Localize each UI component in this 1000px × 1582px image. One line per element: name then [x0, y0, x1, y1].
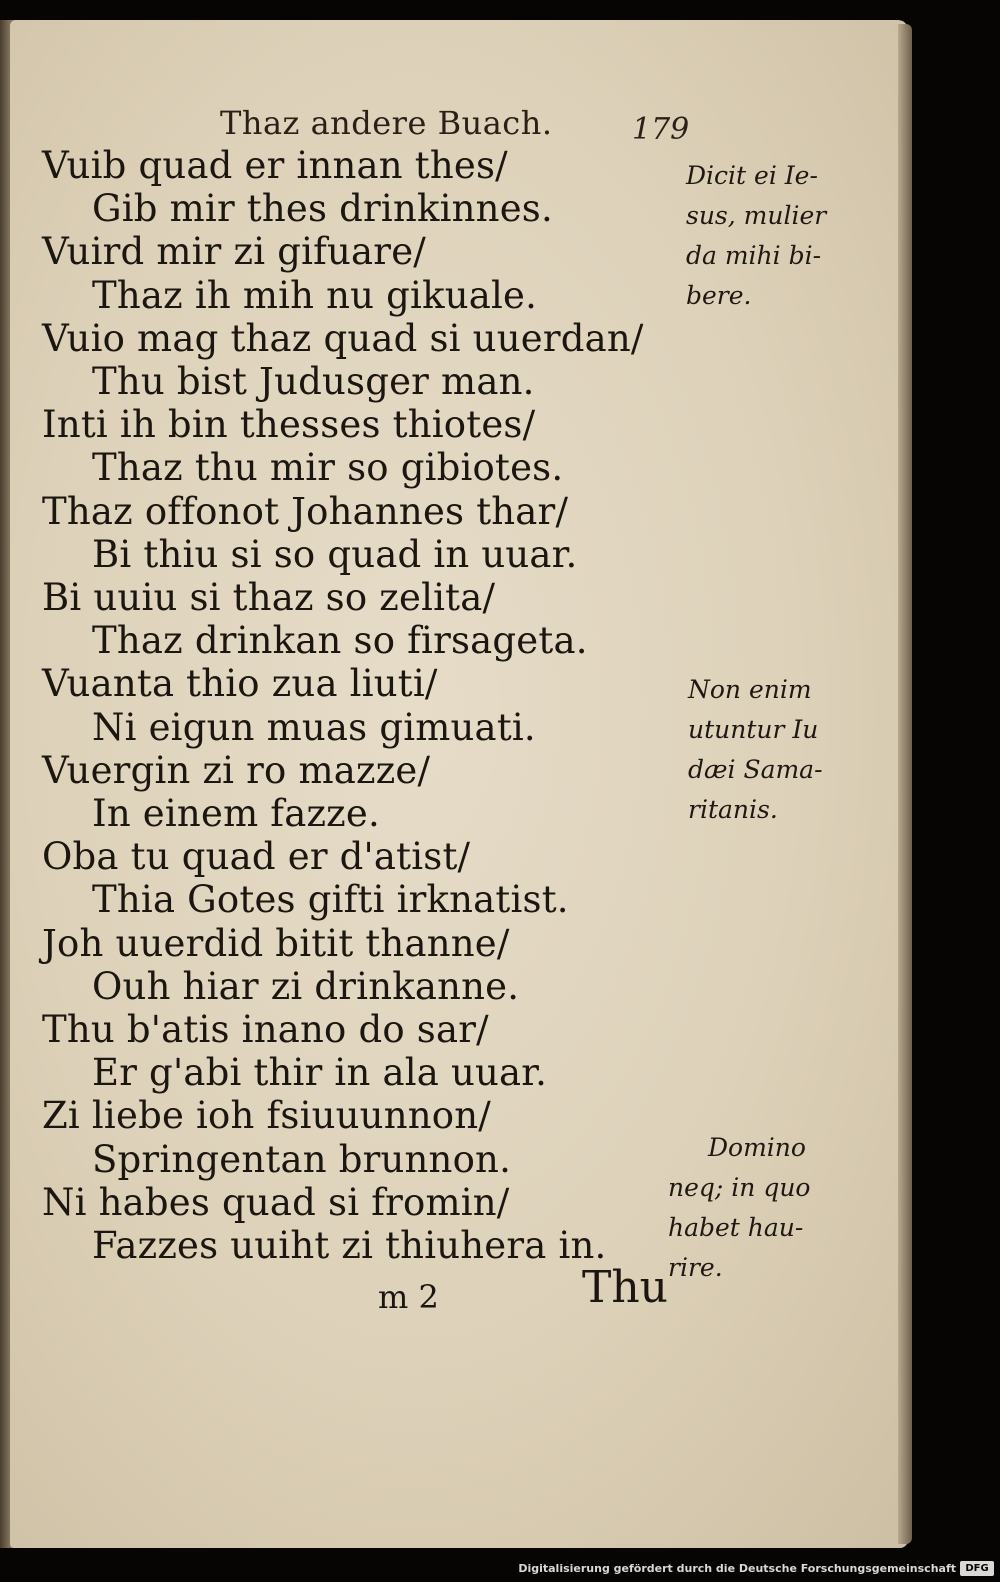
verse-line: Thia Gotes gifti irknatist. — [92, 878, 569, 922]
gloss-line: Non enim — [688, 675, 812, 704]
verse-line: Vuanta thio zua liuti/ — [42, 662, 438, 706]
gloss-line: neq; in quo — [668, 1173, 811, 1202]
verse-line: Bi thiu si so quad in uuar. — [92, 532, 578, 576]
margin-gloss-3 — [668, 1128, 810, 1288]
signature-mark: m 2 — [378, 1278, 439, 1316]
verse-line: Ouh hiar zi drinkanne. — [92, 964, 520, 1008]
gloss-line: Domino — [708, 1133, 806, 1162]
folio-number: 179 — [632, 112, 690, 147]
verse-line: Vuergin zi ro mazze/ — [42, 748, 431, 792]
verse-line: Springentan brunnon. — [92, 1137, 512, 1181]
gloss-line: Dicit ei Ie- — [686, 161, 818, 190]
verse-line: Thu b'atis inano do sar/ — [42, 1008, 489, 1051]
gloss-line: ritanis. — [688, 795, 778, 824]
verse-line: Er g'abi thir in ala uuar. — [92, 1051, 548, 1095]
margin-gloss-2 — [688, 670, 823, 830]
verse-line: Ni eigun muas gimuati. — [92, 705, 536, 749]
running-head: Thaz andere Buach. — [220, 104, 553, 142]
verse-line: Thaz drinkan so firsageta. — [92, 619, 588, 663]
gloss-line: dæi Sama- — [688, 755, 823, 784]
verse-line: Thu bist Judusger man. — [92, 360, 535, 403]
gloss-line: utuntur Iu — [688, 715, 819, 744]
verse-line: Oba tu quad er d'atist/ — [42, 835, 471, 879]
verse-line: Inti ih bin thesses thiotes/ — [42, 403, 536, 447]
gloss-line: bere. — [686, 281, 752, 310]
verse-line: Joh uuerdid bitit thanne/ — [42, 921, 510, 965]
verse-line: Thaz offonot Johannes thar/ — [42, 489, 569, 533]
gloss-line: sus, mulier — [686, 201, 827, 230]
page-fore-edge — [898, 24, 912, 1544]
gloss-line: habet hau- — [668, 1213, 804, 1242]
verse-line: Ni habes quad si fromin/ — [42, 1180, 510, 1224]
catchword: Thu — [582, 1262, 669, 1313]
verse-line: Vuird mir zi gifuare/ — [42, 230, 426, 274]
verse-line: Thaz ih mih nu gikuale. — [92, 273, 538, 317]
margin-gloss-1 — [686, 156, 826, 316]
verse-line: Bi uuiu si thaz so zelita/ — [42, 576, 496, 619]
gloss-line: rire. — [668, 1253, 723, 1282]
funding-credit: Digitalisierung gefördert durch die Deutsche Forschungsgemeinschaft — [518, 1562, 956, 1575]
verse-line: In einem fazze. — [92, 792, 380, 835]
verse-line: Vuio mag thaz quad si uuerdan/ — [42, 316, 644, 360]
gloss-line: da mihi bi- — [686, 241, 822, 270]
verse-line: Gib mir thes drinkinnes. — [92, 187, 553, 231]
dfg-logo-icon: DFG — [960, 1561, 994, 1576]
verse-line: Vuib quad er innan thes/ — [42, 144, 508, 187]
verse-line: Zi liebe ioh fsiuuunnon/ — [42, 1094, 491, 1138]
verse-line: Fazzes uuiht zi thiuhera in. — [92, 1224, 607, 1267]
verse-line: Thaz thu mir so gibiotes. — [92, 446, 564, 490]
